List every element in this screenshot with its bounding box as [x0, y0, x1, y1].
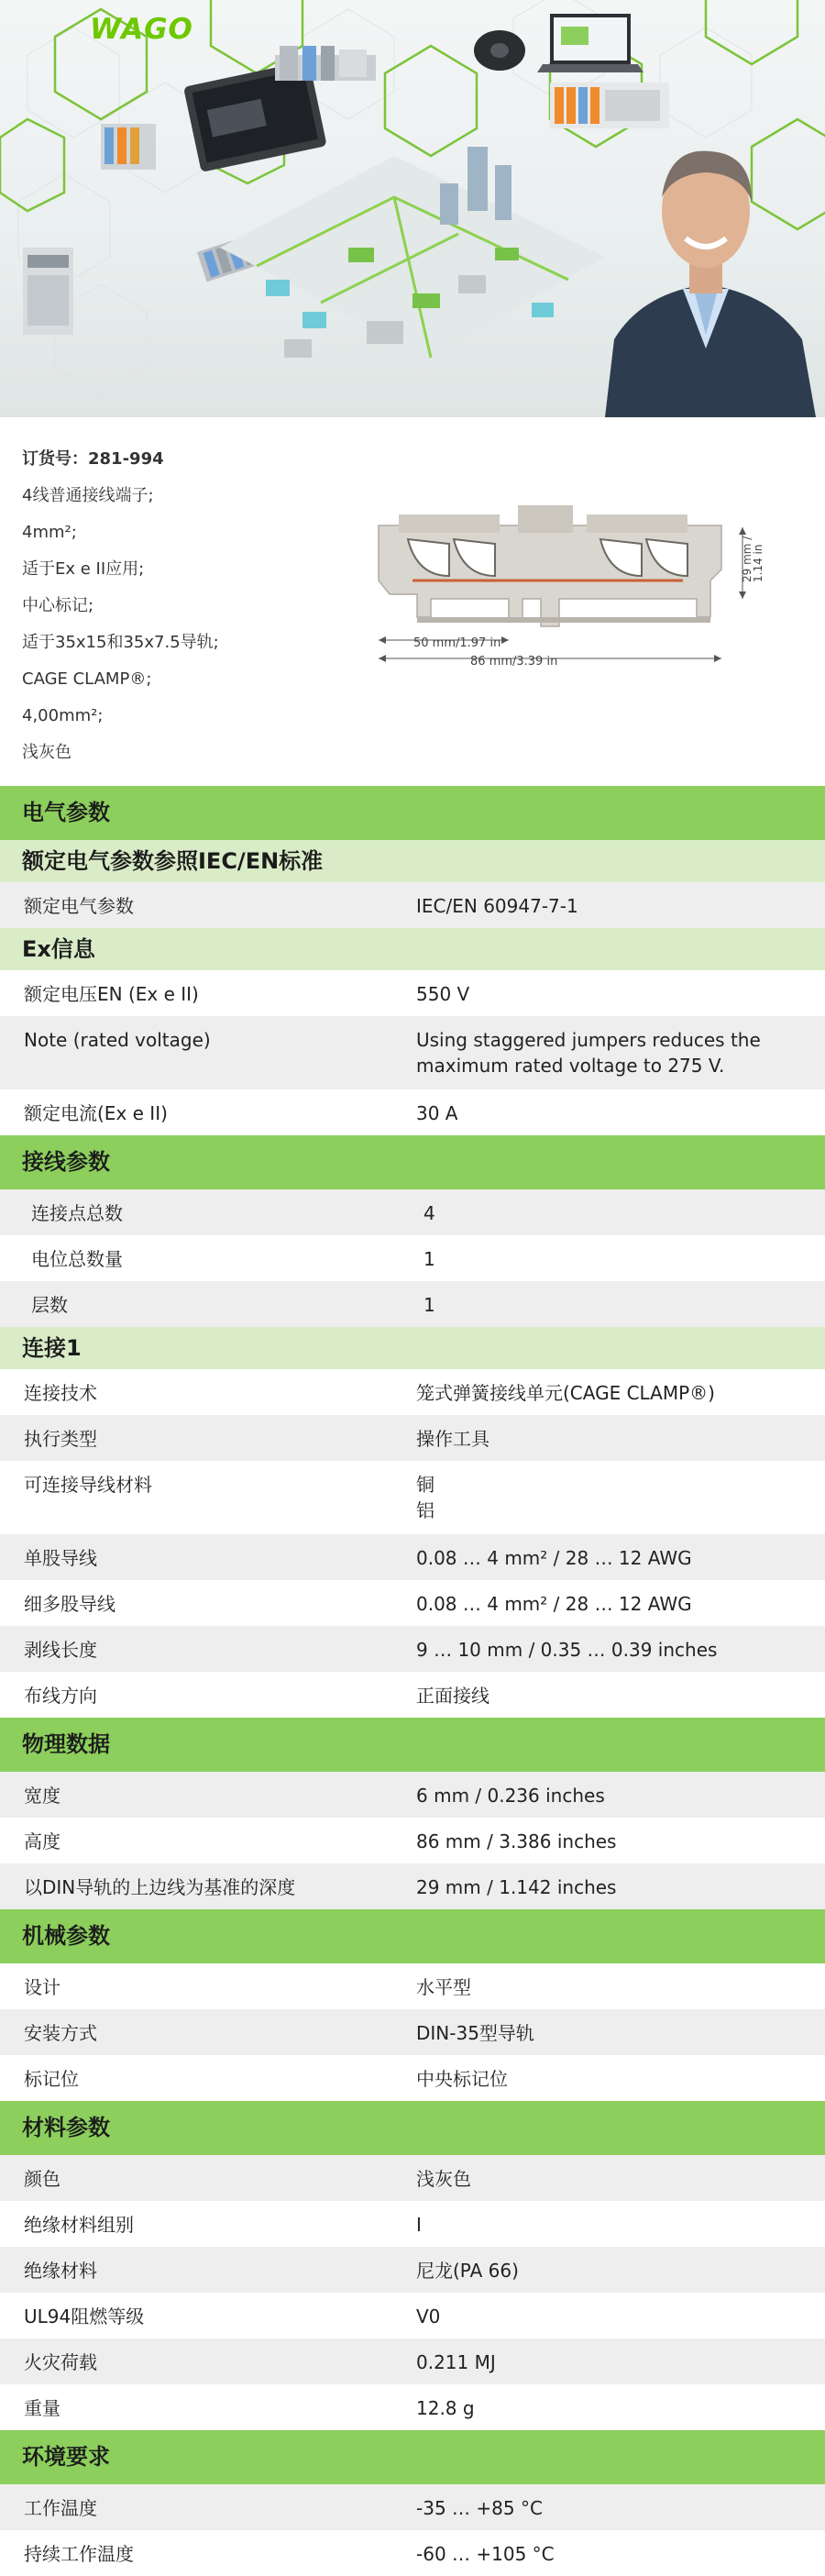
row-value: DIN-35型导轨	[416, 2022, 534, 2044]
row-key: 剥线长度	[24, 1639, 97, 1661]
row-value: 0.08 … 4 mm² / 28 … 12 AWG	[416, 1547, 692, 1569]
row-value: 9 … 10 mm / 0.35 … 0.39 inches	[416, 1639, 718, 1661]
table-row	[0, 1534, 825, 1580]
table-row	[0, 2055, 825, 2101]
table-row	[0, 2009, 825, 2055]
table-row	[0, 2247, 825, 2293]
row-value-group	[416, 1472, 825, 1523]
row-key: Note (rated voltage)	[24, 1029, 211, 1051]
table-row	[0, 2293, 825, 2338]
row-key: 连接点总数	[31, 1202, 123, 1224]
row-value: 操作工具	[416, 1428, 490, 1450]
row-key: 工作温度	[24, 2497, 97, 2519]
businessman-photo	[587, 110, 825, 417]
row-key: 高度	[24, 1830, 60, 1852]
table-row	[0, 2155, 825, 2201]
dim-height-label: 29 mm /	[741, 536, 754, 582]
table-row	[0, 1461, 825, 1534]
table-row	[0, 1235, 825, 1281]
row-value: 4	[424, 1202, 435, 1224]
table-row	[0, 2384, 825, 2430]
row-value: 30 A	[416, 1102, 458, 1124]
product-line: 4线普通接线端子;	[22, 486, 154, 505]
table-row	[0, 2201, 825, 2247]
section-header-mechanical: 机械参数	[0, 1909, 825, 1963]
section-header-electrical: 电气参数	[0, 786, 825, 840]
row-key: 可连接导线材料	[24, 1474, 152, 1496]
row-value: 0.08 … 4 mm² / 28 … 12 AWG	[416, 1593, 692, 1615]
row-key: 电位总数量	[31, 1248, 123, 1270]
isometric-city-graphic	[183, 110, 614, 385]
row-value: 86 mm / 3.386 inches	[416, 1830, 617, 1852]
row-key: 火灾荷载	[24, 2351, 97, 2373]
row-value: 中央标记位	[416, 2068, 508, 2090]
table-row	[0, 2530, 825, 2576]
row-value: 铝	[416, 1499, 434, 1521]
dim-height-inch-label: 1.14 in	[752, 544, 764, 582]
section-header-wiring: 接线参数	[0, 1135, 825, 1189]
row-key: UL94阻燃等级	[24, 2305, 145, 2327]
row-key: 执行类型	[24, 1428, 97, 1450]
row-key: 额定电压EN (Ex e II)	[24, 983, 199, 1005]
terminal-block-drawing	[362, 489, 765, 677]
row-key: 连接技术	[24, 1382, 97, 1404]
row-value: 29 mm / 1.142 inches	[416, 1876, 617, 1898]
product-line: CAGE CLAMP®;	[22, 669, 152, 689]
row-value: -35 … +85 °C	[416, 2497, 543, 2519]
order-number	[22, 441, 361, 478]
table-row	[0, 1281, 825, 1327]
dim-outer-label: 86 mm/3.39 in	[470, 655, 558, 669]
hero-banner	[0, 0, 825, 417]
row-value: 6 mm / 0.236 inches	[416, 1785, 605, 1807]
dim-inner-label: 50 mm/1.97 in	[413, 636, 501, 650]
product-line: 适于Ex e II应用;	[22, 559, 145, 579]
table-row	[0, 1772, 825, 1818]
row-key: 额定电流(Ex e II)	[24, 1102, 168, 1124]
row-value: Using staggered jumpers reduces the maximum rated voltage to 275 V.	[416, 1029, 761, 1077]
row-key: 颜色	[24, 2168, 60, 2190]
row-value: IEC/EN 60947-7-1	[416, 895, 578, 917]
row-value: 550 V	[416, 983, 470, 1005]
row-key: 标记位	[24, 2068, 79, 2090]
row-value: 水平型	[416, 1976, 471, 1998]
table-row	[0, 1016, 825, 1089]
product-line: 4mm²;	[22, 523, 77, 542]
order-value: 281-994	[88, 449, 164, 469]
subheader-rated-params: 额定电气参数参照IEC/EN标准	[0, 840, 825, 882]
row-value: 12.8 g	[416, 2397, 475, 2419]
row-value: 正面接线	[416, 1685, 490, 1707]
table-row	[0, 1369, 825, 1415]
row-value: 浅灰色	[416, 2168, 471, 2190]
row-key: 额定电气参数	[24, 895, 134, 917]
table-row	[0, 970, 825, 1016]
table-row	[0, 1415, 825, 1461]
section-header-physical: 物理数据	[0, 1718, 825, 1772]
row-key: 绝缘材料组别	[24, 2214, 134, 2236]
table-row	[0, 2484, 825, 2530]
table-row	[0, 1963, 825, 2009]
subheader-ex-info: Ex信息	[0, 928, 825, 970]
product-line: 4,00mm²;	[22, 706, 104, 725]
product-info	[0, 417, 825, 786]
table-row	[0, 882, 825, 928]
table-row	[0, 1863, 825, 1909]
row-key: 设计	[24, 1976, 60, 1998]
row-value: 1	[424, 1248, 435, 1270]
row-value: I	[416, 2214, 422, 2236]
row-key: 绝缘材料	[24, 2260, 97, 2282]
row-key: 持续工作温度	[24, 2543, 134, 2565]
table-row	[0, 1189, 825, 1235]
row-key: 安装方式	[24, 2022, 97, 2044]
section-header-material: 材料参数	[0, 2101, 825, 2155]
product-line: 中心标记;	[22, 596, 94, 615]
table-row	[0, 1089, 825, 1135]
row-key: 重量	[24, 2397, 60, 2419]
row-value: 笼式弹簧接线单元(CAGE CLAMP®)	[416, 1382, 715, 1404]
product-line: 适于35x15和35x7.5导轨;	[22, 633, 219, 652]
row-value: 尼龙(PA 66)	[416, 2260, 519, 2282]
order-label: 订货号：	[22, 449, 88, 469]
row-key: 细多股导线	[24, 1593, 116, 1615]
subheader-connection-1: 连接1	[0, 1327, 825, 1369]
row-key: 单股导线	[24, 1547, 97, 1569]
table-row	[0, 2338, 825, 2384]
section-header-environment: 环境要求	[0, 2430, 825, 2484]
wago-logo: WAGO	[90, 13, 193, 46]
row-key: 层数	[31, 1294, 68, 1316]
table-row	[0, 1818, 825, 1863]
product-description	[22, 441, 361, 771]
table-row	[0, 1626, 825, 1672]
row-value: 1	[424, 1294, 435, 1316]
row-value: 铜	[416, 1474, 434, 1496]
row-value: 0.211 MJ	[416, 2351, 496, 2373]
table-row	[0, 1672, 825, 1718]
row-key: 布线方向	[24, 1685, 97, 1707]
table-row	[0, 1580, 825, 1626]
product-line: 浅灰色	[22, 743, 72, 762]
row-key: 以DIN导轨的上边线为基准的深度	[24, 1876, 296, 1898]
spec-table	[0, 786, 825, 2576]
row-value: -60 … +105 °C	[416, 2543, 555, 2565]
row-key: 宽度	[24, 1785, 60, 1807]
row-value: V0	[416, 2305, 441, 2327]
